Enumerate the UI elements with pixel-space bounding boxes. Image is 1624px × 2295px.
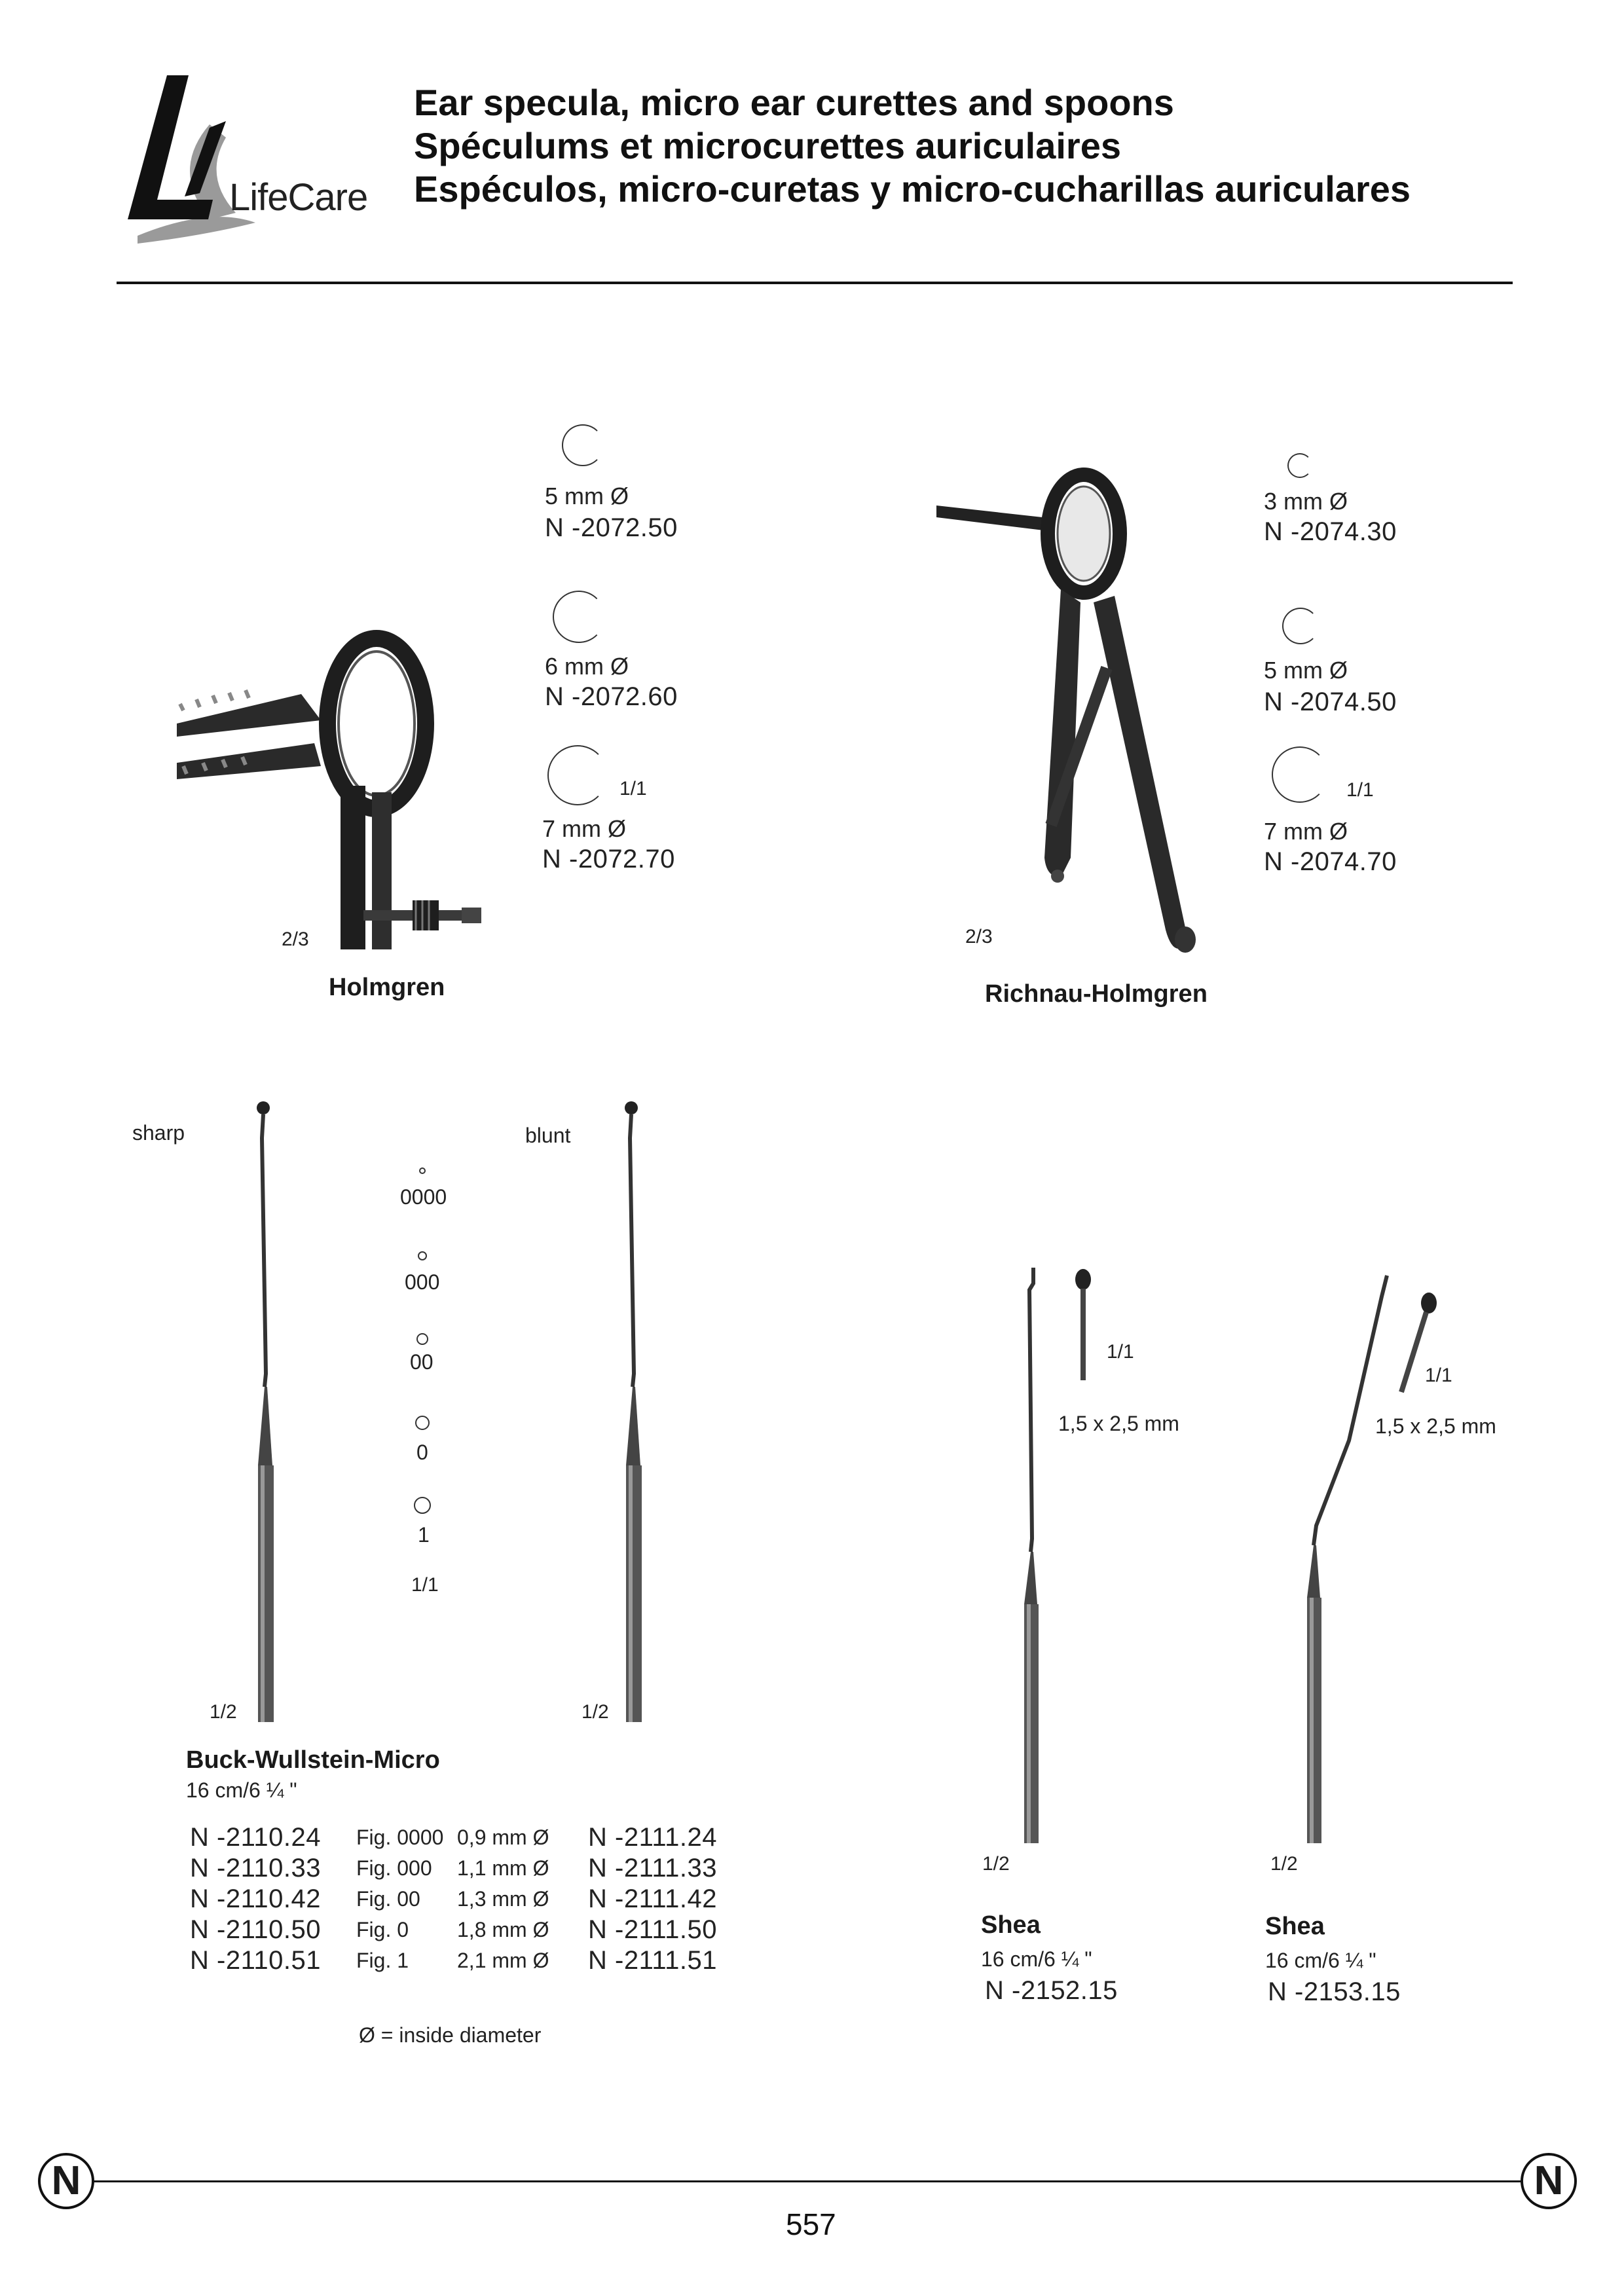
table-row bbox=[190, 1883, 717, 1914]
buck-sharp-code: N -2110.42 bbox=[190, 1884, 321, 1913]
brand-logo bbox=[111, 72, 373, 262]
holmgren-ring-7mm bbox=[547, 745, 608, 805]
holmgren-speculum-image bbox=[164, 622, 504, 963]
shea1-detail-scale: 1/1 bbox=[1107, 1341, 1134, 1363]
buck-blunt-code: N -2111.24 bbox=[588, 1822, 717, 1852]
buck-detail-scale: 1/1 bbox=[411, 1574, 439, 1596]
buck-blunt-curette-image bbox=[617, 1099, 656, 1727]
buck-tip-circle-1 bbox=[414, 1497, 431, 1514]
shea1-tip-size: 1,5 x 2,5 mm bbox=[1058, 1412, 1179, 1435]
shea2-name: Shea bbox=[1265, 1913, 1325, 1940]
page-number: 557 bbox=[786, 2207, 836, 2241]
buck-sharp-code: N -2110.33 bbox=[190, 1853, 321, 1882]
holmgren-ring-6mm bbox=[553, 591, 605, 643]
buck-footnote: Ø = inside diameter bbox=[359, 2023, 542, 2047]
buck-diameter: 1,3 mm Ø bbox=[457, 1886, 549, 1911]
title-french: Spéculums et microcurettes auriculaires bbox=[414, 125, 1121, 166]
buck-tip-label-0000: 0000 bbox=[400, 1185, 447, 1209]
holmgren-size-7mm: 7 mm Ø bbox=[542, 815, 627, 842]
buck-diameter: 2,1 mm Ø bbox=[457, 1948, 549, 1972]
richnau-name: Richnau-Holmgren bbox=[985, 980, 1208, 1008]
shea2-length: 16 cm/6 ¼ " bbox=[1265, 1949, 1376, 1972]
holmgren-size-5mm: 5 mm Ø bbox=[545, 483, 629, 509]
table-row bbox=[190, 1822, 717, 1852]
buck-blunt-code: N -2111.42 bbox=[588, 1884, 717, 1913]
shea2-tip-size: 1,5 x 2,5 mm bbox=[1375, 1414, 1496, 1438]
richnau-scale: 2/3 bbox=[965, 926, 993, 947]
shea-straight-spoon-image bbox=[1008, 1264, 1048, 1892]
richnau-holmgren-speculum-image bbox=[930, 458, 1205, 963]
table-row bbox=[190, 1852, 717, 1883]
shea2-scale: 1/2 bbox=[1270, 1853, 1298, 1875]
buck-tip-label-000: 000 bbox=[405, 1270, 440, 1294]
holmgren-detail-scale: 1/1 bbox=[619, 778, 647, 799]
shea-straight-tip-detail-image bbox=[1070, 1264, 1096, 1382]
buck-diameter: 0,9 mm Ø bbox=[457, 1825, 549, 1849]
section-badge-right: N bbox=[1521, 2153, 1577, 2209]
buck-code-table bbox=[190, 1822, 717, 1975]
holmgren-code-2072-60: N -2072.60 bbox=[545, 682, 678, 711]
holmgren-code-2072-50: N -2072.50 bbox=[545, 513, 678, 542]
buck-fig: Fig. 1 bbox=[356, 1948, 409, 1972]
buck-label-blunt: blunt bbox=[525, 1124, 571, 1147]
buck-tip-label-0: 0 bbox=[416, 1441, 428, 1464]
richnau-size-7mm: 7 mm Ø bbox=[1264, 818, 1348, 845]
buck-sharp-scale: 1/2 bbox=[210, 1701, 237, 1723]
buck-length: 16 cm/6 ¼ " bbox=[186, 1778, 297, 1802]
shea2-code: N -2153.15 bbox=[1268, 1977, 1401, 2006]
richnau-ring-5mm bbox=[1282, 608, 1319, 644]
richnau-code-2074-50: N -2074.50 bbox=[1264, 688, 1397, 716]
buck-name: Buck-Wullstein-Micro bbox=[186, 1746, 440, 1774]
richnau-code-2074-70: N -2074.70 bbox=[1264, 847, 1397, 876]
buck-sharp-code: N -2110.50 bbox=[190, 1915, 321, 1944]
buck-tip-label-00: 00 bbox=[410, 1350, 434, 1374]
buck-blunt-code: N -2111.51 bbox=[588, 1945, 717, 1975]
buck-tip-circle-00 bbox=[416, 1333, 428, 1345]
buck-blunt-code: N -2111.33 bbox=[588, 1853, 717, 1882]
logo-text: LifeCare bbox=[229, 176, 368, 219]
holmgren-scale: 2/3 bbox=[282, 928, 309, 950]
holmgren-size-6mm: 6 mm Ø bbox=[545, 653, 629, 680]
buck-tip-circle-0 bbox=[415, 1416, 430, 1430]
richnau-size-3mm: 3 mm Ø bbox=[1264, 488, 1348, 515]
buck-fig: Fig. 00 bbox=[356, 1886, 420, 1911]
holmgren-ring-5mm bbox=[562, 424, 604, 466]
buck-blunt-code: N -2111.50 bbox=[588, 1915, 717, 1944]
title-english: Ear specula, micro ear curettes and spoons bbox=[414, 82, 1174, 123]
shea1-scale: 1/2 bbox=[982, 1853, 1010, 1875]
shea1-code: N -2152.15 bbox=[985, 1976, 1118, 2005]
buck-diameter: 1,1 mm Ø bbox=[457, 1856, 549, 1880]
buck-fig: Fig. 000 bbox=[356, 1856, 432, 1880]
buck-label-sharp: sharp bbox=[132, 1121, 185, 1145]
holmgren-name: Holmgren bbox=[329, 974, 445, 1001]
page-title bbox=[414, 81, 1411, 211]
table-row bbox=[190, 1945, 717, 1975]
buck-fig: Fig. 0 bbox=[356, 1917, 409, 1941]
footer-rule bbox=[65, 2180, 1559, 2182]
lifecare-logo-mark bbox=[111, 72, 373, 262]
richnau-detail-scale: 1/1 bbox=[1346, 779, 1374, 801]
buck-sharp-code: N -2110.24 bbox=[190, 1822, 321, 1852]
buck-diameter: 1,8 mm Ø bbox=[457, 1917, 549, 1941]
shea1-name: Shea bbox=[981, 1911, 1041, 1939]
richnau-ring-3mm bbox=[1287, 453, 1312, 478]
shea1-length: 16 cm/6 ¼ " bbox=[981, 1947, 1092, 1971]
title-spanish: Espéculos, micro-curetas y micro-cucharillas auriculares bbox=[414, 168, 1411, 210]
buck-sharp-curette-image bbox=[249, 1099, 288, 1727]
richnau-code-2074-30: N -2074.30 bbox=[1264, 517, 1397, 546]
table-row bbox=[190, 1914, 717, 1945]
buck-fig: Fig. 0000 bbox=[356, 1825, 444, 1849]
richnau-size-5mm: 5 mm Ø bbox=[1264, 657, 1348, 684]
shea-angled-spoon-image bbox=[1290, 1270, 1395, 1899]
section-badge-left: N bbox=[38, 2153, 94, 2209]
buck-tip-circle-0000 bbox=[419, 1167, 426, 1174]
buck-blunt-scale: 1/2 bbox=[581, 1701, 609, 1723]
buck-tip-label-1: 1 bbox=[418, 1523, 430, 1547]
richnau-ring-7mm bbox=[1272, 746, 1328, 803]
buck-tip-circle-000 bbox=[418, 1251, 427, 1260]
shea2-detail-scale: 1/1 bbox=[1425, 1365, 1452, 1386]
header-rule bbox=[117, 282, 1513, 284]
buck-sharp-code: N -2110.51 bbox=[190, 1945, 321, 1975]
holmgren-code-2072-70: N -2072.70 bbox=[542, 845, 675, 873]
